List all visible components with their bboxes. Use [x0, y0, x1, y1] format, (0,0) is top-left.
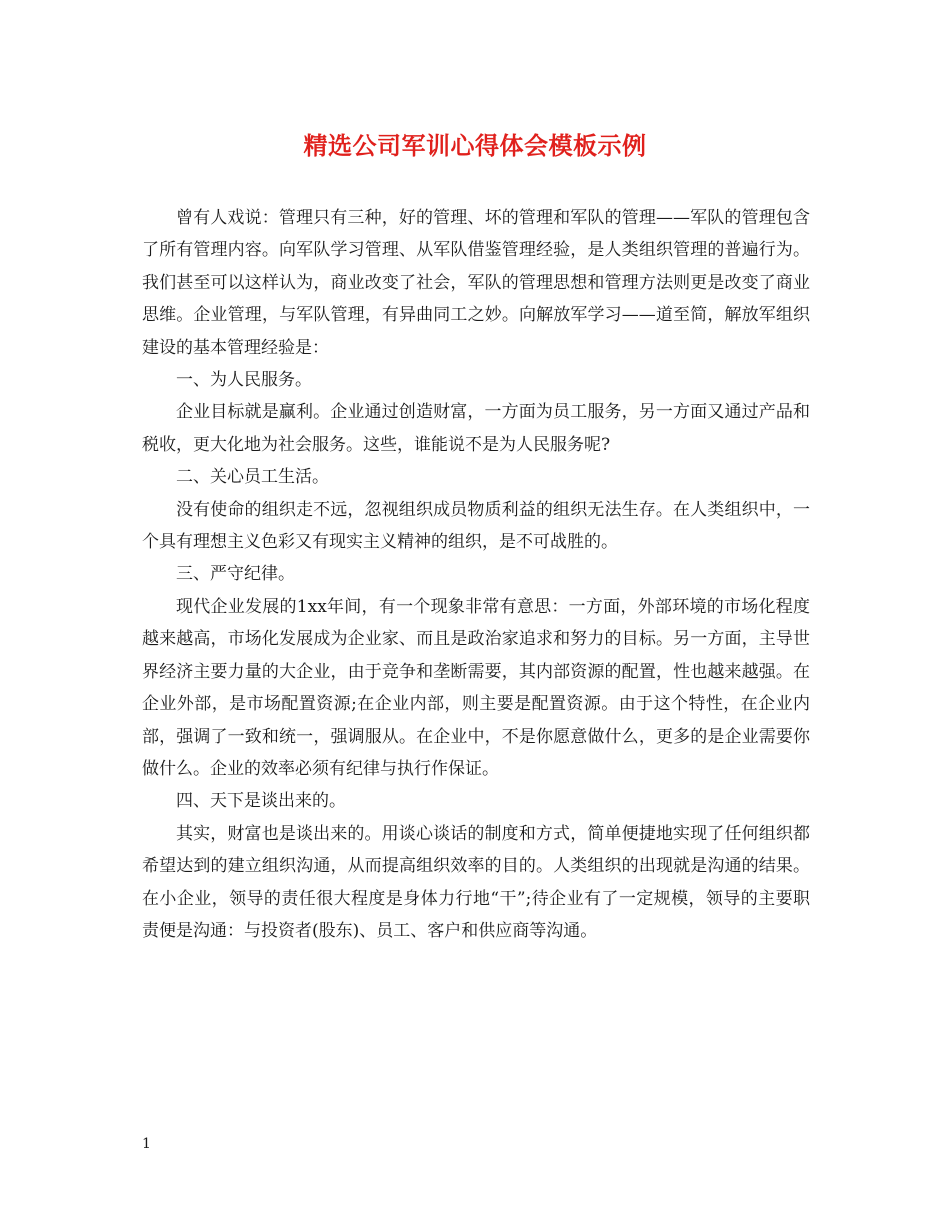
page-number: 1 — [142, 1136, 151, 1152]
heading-3: 三、严守纪律。 — [176, 564, 295, 585]
heading-1: 一、为人民服务。 — [176, 370, 312, 391]
paragraph-4: 其实，财富也是谈出来的。用谈心谈话的制度和方式，简单便捷地实现了任何组织都希望达到的建立组织沟通，从而提高组织效率的目的。人类组织的出现就是沟通的结果。在小企业，领导的责任很大程度是身体力行地“干”;待企业有了一定规模，领导的主要职责便是沟通：与投资者(股东)、员工、客户和供应商等沟通。 — [142, 823, 810, 941]
paragraph-intro: 曾有人戏说：管理只有三种，好的管理、坏的管理和军队的管理——军队的管理包含了所有管理内容。向军队学习管理、从军队借鉴管理经验，是人类组织管理的普遍行为。我们甚至可以这样认为，商业改变了社会，军队的管理思想和管理方法则更是改变了商业思维。企业管理，与军队管理，有异曲同工之妙。向解放军学习——道至简，解放军组织建设的基本管理经验是： — [142, 208, 810, 358]
paragraph-3: 现代企业发展的1xx年间，有一个现象非常有意思：一方面，外部环境的市场化程度越来越高，市场化发展成为企业家、而且是政治家追求和努力的目标。另一方面，主导世界经济主要力量的大企业，由于竞争和垄断需要，其内部资源的配置，性也越来越强。在企业外部，是市场配置资源;在企业内部，则主要是配置资源。由于这个特性，在企业内部，强调了一致和统一，强调服从。在企业中，不是你愿意做什么，更多的是企业需要你做什么。企业的效率必须有纪律与执行作保证。 — [142, 596, 810, 779]
document-body — [142, 202, 810, 947]
heading-4: 四、天下是谈出来的。 — [176, 791, 346, 812]
paragraph-1: 企业目标就是赢利。企业通过创造财富，一方面为员工服务，另一方面又通过产品和税收，更大化地为社会服务。这些，谁能说不是为人民服务呢? — [142, 402, 810, 455]
document-title: 精选公司军训心得体会模板示例 — [303, 132, 647, 160]
paragraph-2: 没有使命的组织走不远，忽视组织成员物质利益的组织无法生存。在人类组织中，一个具有理想主义色彩又有现实主义精神的组织，是不可战胜的。 — [142, 499, 810, 553]
heading-2: 二、关心员工生活。 — [176, 467, 329, 488]
